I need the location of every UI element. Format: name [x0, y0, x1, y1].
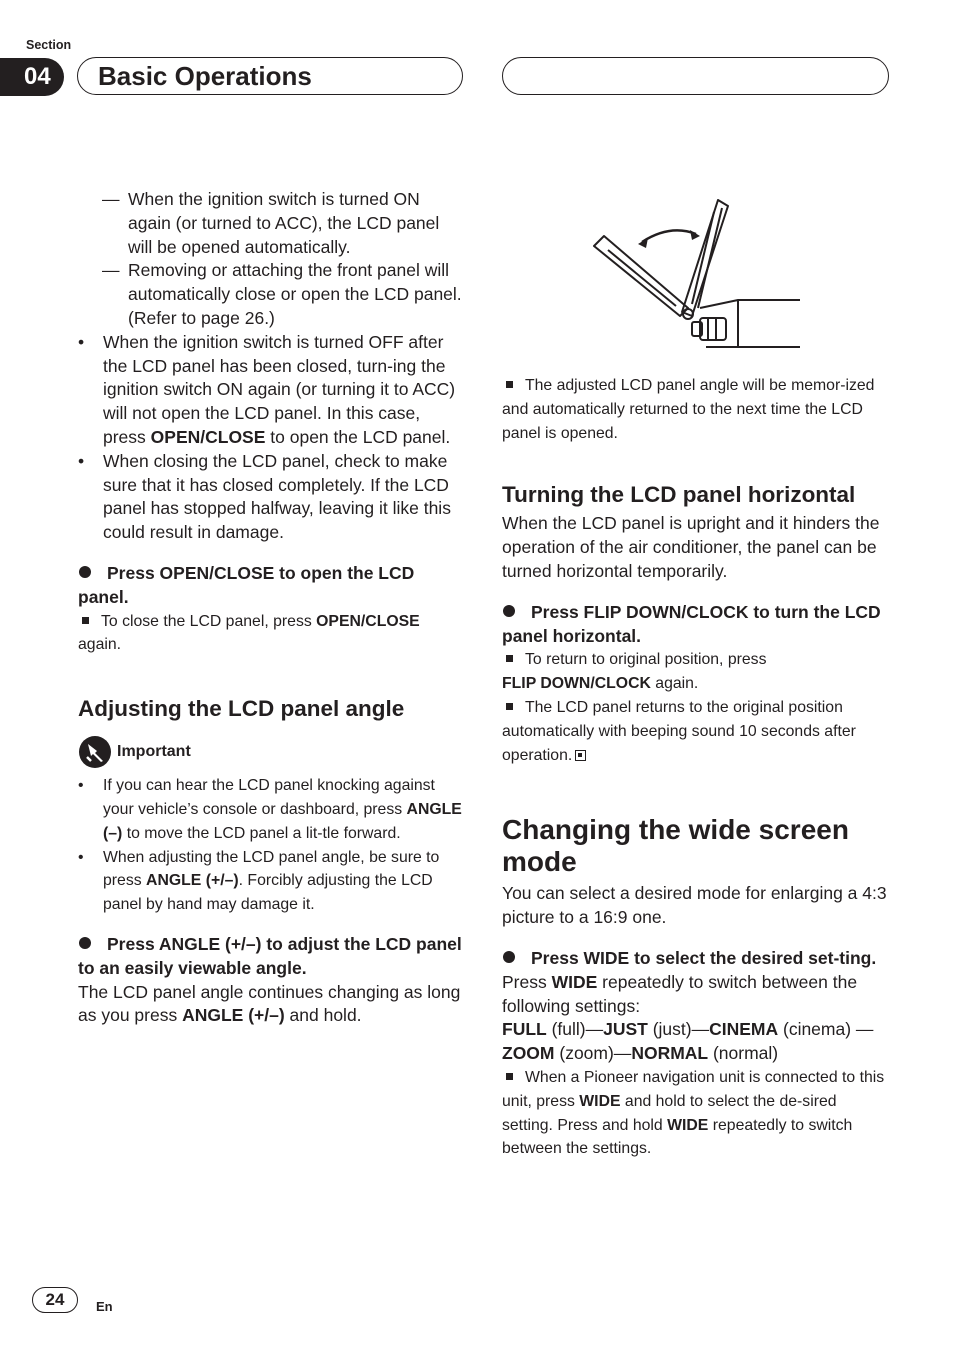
important-bullet-knocking: • If you can hear the LCD panel knocking against your vehicle’s console or dashboard, press ANGLE (–) to move the LCD panel a lit-tle forward.: [78, 777, 462, 842]
section-number-tab: 04: [0, 58, 64, 96]
heading-adjusting-angle: Adjusting the LCD panel angle: [78, 696, 405, 722]
step-flip-down: Press FLIP DOWN/CLOCK to turn the LCD panel horizontal.: [502, 601, 881, 646]
mode-just: JUST: [603, 1019, 648, 1040]
body-angle-continues: The LCD panel angle continues changing as long as you press ANGLE (+/–) and hold.: [78, 981, 461, 1026]
heading-wide-screen: Changing the wide screen mode: [502, 814, 849, 878]
mode-cinema: CINEMA: [709, 1019, 779, 1040]
note-auto-return: The LCD panel returns to the original position automatically with beeping sound 10 seconds after operation.: [502, 698, 856, 764]
left-column: [78, 188, 466, 1028]
note-navigation-unit: When a Pioneer navigation unit is connected to this unit, press WIDE and hold to select the de-sired setting. Press and hold WIDE repeatedly to switch between the settings.: [502, 1068, 885, 1158]
body-horizontal: When the LCD panel is upright and it hinders the operation of the air conditioner, the panel can be turned horizontal temporarily.: [502, 513, 880, 581]
heading-turning-horizontal: Turning the LCD panel horizontal: [502, 482, 856, 508]
step-angle-adjust: Press ANGLE (+/–) to adjust the LCD panel to an easily viewable angle.: [78, 933, 462, 978]
note-return-position: To return to original position, press FLIP DOWN/CLOCK again.: [502, 651, 767, 693]
step-open-close: Press OPEN/CLOSE to open the LCD panel.: [78, 562, 415, 607]
section-label: Section: [26, 38, 72, 52]
wide-mode-sequence: FULL (full)—JUST (just)—CINEMA (cinema) — ZOOM (zoom)—NORMAL (normal): [502, 1019, 874, 1064]
body-press-wide: Press WIDE repeatedly to switch between the following settings:: [502, 971, 858, 1016]
section-title-text: Basic Operations: [98, 60, 312, 91]
bullet-closing-check: • When closing the LCD panel, check to make sure that it has closed completely. If the LCD panel has stopped halfway, leaving it like this could result in damage.: [78, 450, 451, 543]
mode-zoom: ZOOM: [502, 1043, 555, 1064]
page-number: 24: [32, 1287, 78, 1313]
bullet-ignition-off: • When the ignition switch is turned OFF after the LCD panel has been closed, turn-ing the ignition switch ON again (or turning it to ACC) will not open the LCD panel. In this case, press OPEN/CLOSE to open the LCD panel.: [78, 331, 456, 447]
header-right-box: [502, 57, 889, 95]
important-label: Important: [78, 735, 466, 769]
dash-item-ignition-on: — When the ignition switch is turned ON again (or turned to ACC), the LCD panel will be opened automatically.: [102, 189, 440, 257]
right-column: [502, 196, 890, 1161]
important-bullet-adjusting: • When adjusting the LCD panel angle, be sure to press ANGLE (+/–). Forcibly adjusting the LCD panel by hand may damage it.: [78, 848, 440, 914]
body-wide-screen: You can select a desired mode for enlarging a 4:3 picture to a 16:9 one.: [502, 883, 887, 928]
mode-full: FULL: [502, 1019, 547, 1040]
section-title: [77, 57, 463, 95]
dash-item-front-panel: — Removing or attaching the front panel will automatically close or open the LCD panel. (Refer to page 26.): [102, 260, 462, 328]
mode-normal: NORMAL: [631, 1043, 709, 1064]
note-close-panel: To close the LCD panel, press OPEN/CLOSE again.: [78, 612, 420, 654]
step-press-wide: Press WIDE to select the desired set-ting.: [502, 947, 890, 971]
language-code: En: [96, 1299, 113, 1314]
end-mark-icon: [575, 750, 586, 761]
note-angle-memorized: The adjusted LCD panel angle will be memor-ized and automatically returned to the next time the LCD panel is opened.: [502, 377, 875, 442]
important-icon: [78, 735, 112, 769]
